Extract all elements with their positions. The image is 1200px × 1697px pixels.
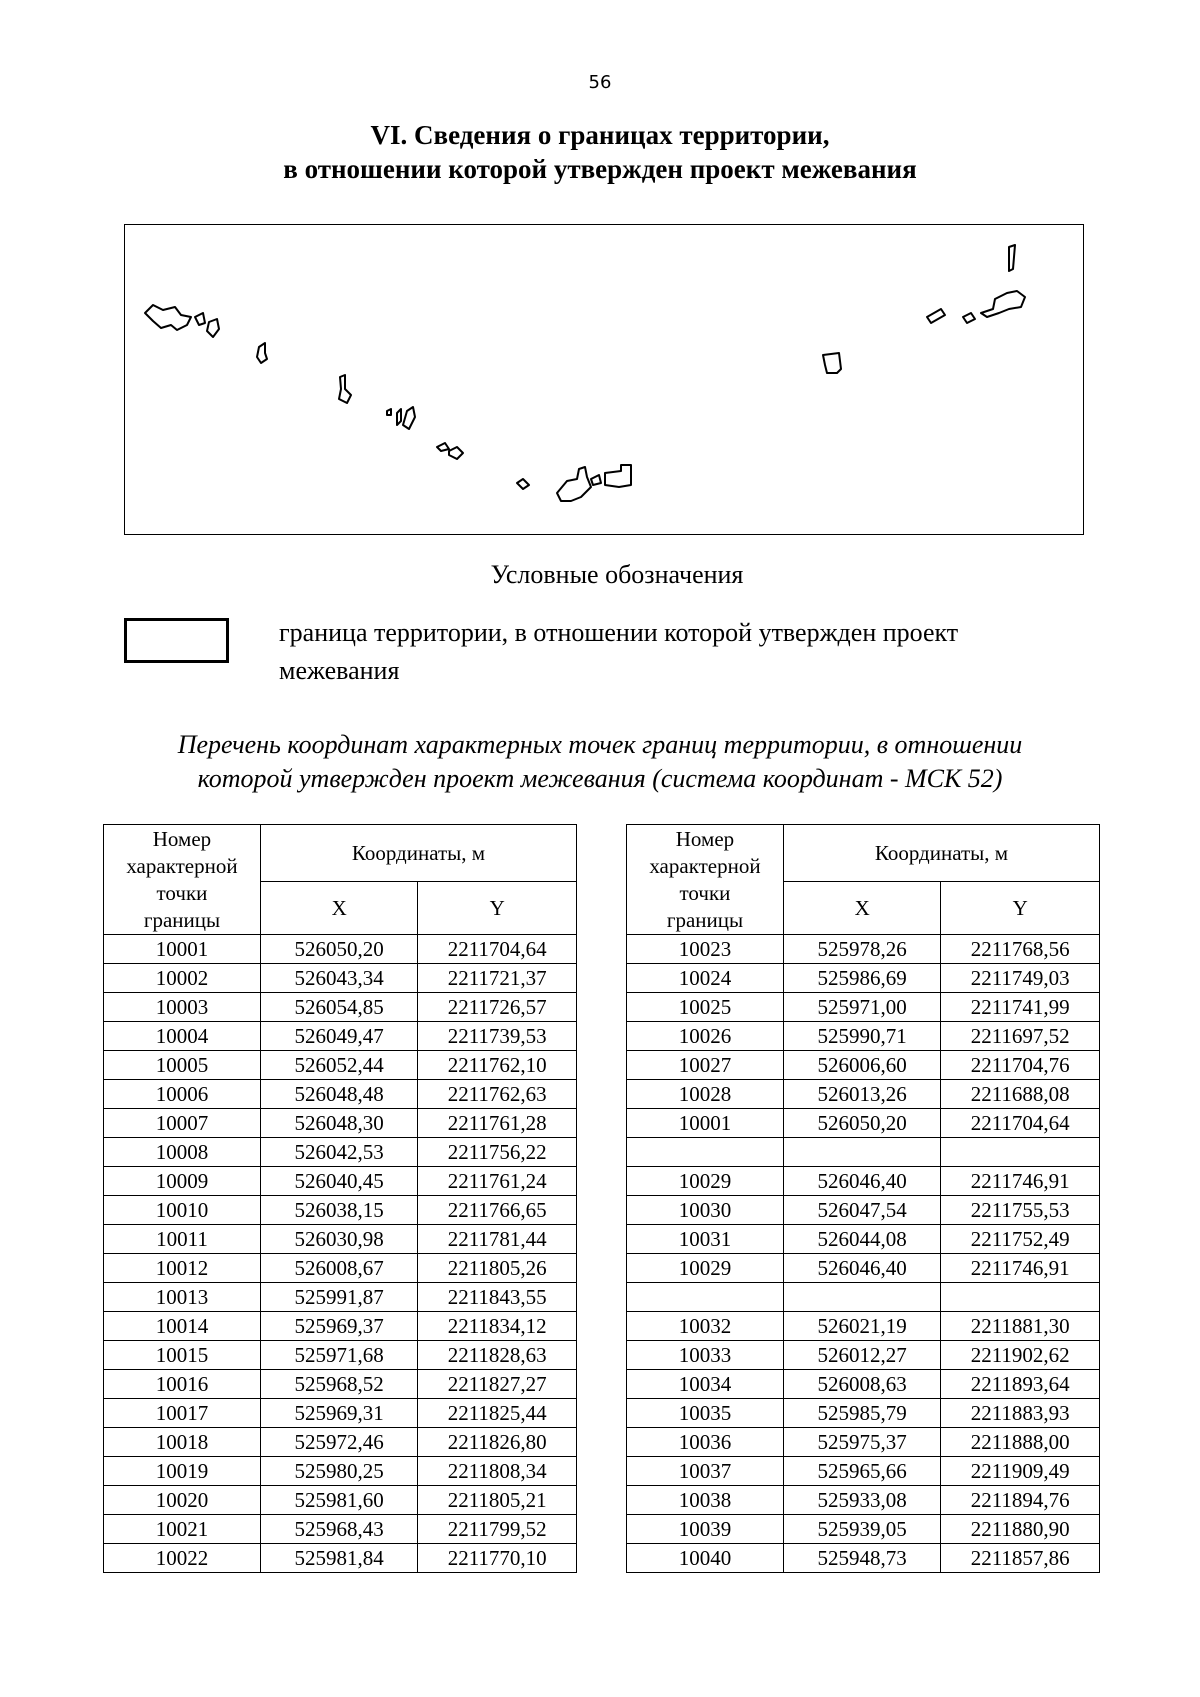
table-row <box>104 1225 577 1254</box>
point-number-cell: 10035 <box>627 1399 784 1428</box>
boundary-parcel <box>397 409 401 425</box>
boundary-parcel <box>1009 245 1015 271</box>
point-number-cell: 10018 <box>104 1428 261 1457</box>
table-row <box>627 1109 1100 1138</box>
x-cell: 525948,73 <box>783 1544 940 1573</box>
y-cell: 2211799,52 <box>418 1515 577 1544</box>
x-cell: 526040,45 <box>260 1167 417 1196</box>
coordinates-list-title-line-1: Перечень координат характерных точек границ территории, в отношении <box>177 730 1023 759</box>
table-row <box>627 1138 1100 1167</box>
point-number-cell: 10005 <box>104 1051 261 1080</box>
x-cell: 525939,05 <box>783 1515 940 1544</box>
point-number-cell <box>627 1138 784 1167</box>
table-row <box>104 1254 577 1283</box>
table-body-left <box>104 935 577 1573</box>
table-row <box>104 993 577 1022</box>
table-row <box>627 1341 1100 1370</box>
y-cell: 2211762,63 <box>418 1080 577 1109</box>
table-row <box>627 1312 1100 1341</box>
x-cell: 525968,43 <box>260 1515 417 1544</box>
x-cell: 526048,30 <box>260 1109 417 1138</box>
boundary-parcel <box>403 407 415 429</box>
x-cell: 526008,63 <box>783 1370 940 1399</box>
point-number-cell: 10038 <box>627 1486 784 1515</box>
y-cell: 2211883,93 <box>941 1399 1100 1428</box>
x-cell: 526006,60 <box>783 1051 940 1080</box>
y-cell: 2211721,37 <box>418 964 577 993</box>
point-number-cell: 10006 <box>104 1080 261 1109</box>
x-cell: 526038,15 <box>260 1196 417 1225</box>
x-cell: 526043,34 <box>260 964 417 993</box>
y-cell: 2211893,64 <box>941 1370 1100 1399</box>
table-row <box>627 1080 1100 1109</box>
x-cell: 525933,08 <box>783 1486 940 1515</box>
y-cell: 2211834,12 <box>418 1312 577 1341</box>
table-row <box>627 1254 1100 1283</box>
territory-map <box>124 224 1084 535</box>
table-row <box>104 1109 577 1138</box>
legend-description-line-2: межевания <box>279 656 400 685</box>
y-cell <box>941 1138 1100 1167</box>
point-number-cell: 10026 <box>627 1022 784 1051</box>
table-row <box>627 1283 1100 1312</box>
x-cell: 526008,67 <box>260 1254 417 1283</box>
table-row <box>627 1370 1100 1399</box>
table-row <box>104 935 577 964</box>
y-cell: 2211746,91 <box>941 1167 1100 1196</box>
point-number-cell: 10007 <box>104 1109 261 1138</box>
header-y: Y <box>418 882 577 935</box>
point-number-cell: 10028 <box>627 1080 784 1109</box>
point-number-cell: 10012 <box>104 1254 261 1283</box>
y-cell: 2211805,21 <box>418 1486 577 1515</box>
y-cell: 2211749,03 <box>941 964 1100 993</box>
territory-boundaries-drawing <box>125 225 1082 533</box>
point-number-cell: 10011 <box>104 1225 261 1254</box>
point-number-cell: 10029 <box>627 1254 784 1283</box>
boundary-parcel <box>257 343 267 363</box>
table-row <box>104 1312 577 1341</box>
point-number-cell: 10039 <box>627 1515 784 1544</box>
y-cell: 2211894,76 <box>941 1486 1100 1515</box>
boundary-parcel <box>557 467 591 501</box>
coordinates-list-title <box>0 728 1200 796</box>
x-cell: 526013,26 <box>783 1080 940 1109</box>
coordinates-table-right <box>626 824 1100 1573</box>
x-cell: 526049,47 <box>260 1022 417 1051</box>
y-cell: 2211881,30 <box>941 1312 1100 1341</box>
header-coordinates: Координаты, м <box>260 825 576 882</box>
x-cell: 526052,44 <box>260 1051 417 1080</box>
y-cell: 2211825,44 <box>418 1399 577 1428</box>
point-number-cell: 10004 <box>104 1022 261 1051</box>
y-cell: 2211808,34 <box>418 1457 577 1486</box>
boundary-parcel <box>605 465 631 487</box>
x-cell: 525972,46 <box>260 1428 417 1457</box>
x-cell: 526042,53 <box>260 1138 417 1167</box>
x-cell: 526044,08 <box>783 1225 940 1254</box>
x-cell: 525968,52 <box>260 1370 417 1399</box>
y-cell: 2211826,80 <box>418 1428 577 1457</box>
y-cell: 2211688,08 <box>941 1080 1100 1109</box>
header-x: X <box>260 882 417 935</box>
table-row <box>104 1341 577 1370</box>
page-number: 56 <box>588 72 612 93</box>
y-cell: 2211902,62 <box>941 1341 1100 1370</box>
header-coordinates: Координаты, м <box>783 825 1099 882</box>
table-row <box>627 1544 1100 1573</box>
y-cell: 2211880,90 <box>941 1515 1100 1544</box>
point-number-cell: 10023 <box>627 935 784 964</box>
table-row <box>627 1022 1100 1051</box>
table-row <box>104 1544 577 1573</box>
table-row <box>627 1167 1100 1196</box>
x-cell: 526050,20 <box>783 1109 940 1138</box>
y-cell: 2211888,00 <box>941 1428 1100 1457</box>
x-cell: 525971,68 <box>260 1341 417 1370</box>
point-number-cell: 10009 <box>104 1167 261 1196</box>
boundary-parcel <box>823 353 841 373</box>
y-cell: 2211755,53 <box>941 1196 1100 1225</box>
point-number-cell: 10020 <box>104 1486 261 1515</box>
section-title-line-1: VI. Сведения о границах территории, <box>370 120 830 150</box>
point-number-cell: 10008 <box>104 1138 261 1167</box>
point-number-cell: 10003 <box>104 993 261 1022</box>
table-row <box>627 1428 1100 1457</box>
y-cell: 2211704,64 <box>418 935 577 964</box>
point-number-cell: 10033 <box>627 1341 784 1370</box>
point-number-cell: 10010 <box>104 1196 261 1225</box>
table-row <box>104 1022 577 1051</box>
point-number-cell: 10021 <box>104 1515 261 1544</box>
boundary-parcel <box>339 375 351 403</box>
boundary-parcel <box>387 409 391 415</box>
boundary-parcel <box>437 443 449 451</box>
table-row <box>627 1457 1100 1486</box>
point-number-cell: 10040 <box>627 1544 784 1573</box>
x-cell <box>783 1138 940 1167</box>
y-cell: 2211828,63 <box>418 1341 577 1370</box>
x-cell: 525990,71 <box>783 1022 940 1051</box>
point-number-cell: 10001 <box>104 935 261 964</box>
y-cell: 2211726,57 <box>418 993 577 1022</box>
y-cell: 2211805,26 <box>418 1254 577 1283</box>
x-cell: 526054,85 <box>260 993 417 1022</box>
y-cell: 2211752,49 <box>941 1225 1100 1254</box>
x-cell: 525965,66 <box>783 1457 940 1486</box>
point-number-cell <box>627 1283 784 1312</box>
point-number-cell: 10014 <box>104 1312 261 1341</box>
x-cell: 525981,60 <box>260 1486 417 1515</box>
table-row <box>104 1080 577 1109</box>
x-cell: 525971,00 <box>783 993 940 1022</box>
point-number-cell: 10027 <box>627 1051 784 1080</box>
table-row <box>104 964 577 993</box>
y-cell: 2211741,99 <box>941 993 1100 1022</box>
legend-boundary-swatch <box>124 618 229 663</box>
point-number-cell: 10017 <box>104 1399 261 1428</box>
legend-description <box>279 614 1079 690</box>
x-cell: 526030,98 <box>260 1225 417 1254</box>
table-row <box>627 1225 1100 1254</box>
table-row <box>627 1196 1100 1225</box>
y-cell: 2211827,27 <box>418 1370 577 1399</box>
x-cell: 525969,31 <box>260 1399 417 1428</box>
table-row <box>104 1428 577 1457</box>
table-row <box>104 1486 577 1515</box>
table-row <box>104 1196 577 1225</box>
point-number-cell: 10034 <box>627 1370 784 1399</box>
point-number-cell: 10001 <box>627 1109 784 1138</box>
table-row <box>627 1399 1100 1428</box>
legend-title: Условные обозначения <box>490 560 744 589</box>
y-cell: 2211781,44 <box>418 1225 577 1254</box>
point-number-cell: 10002 <box>104 964 261 993</box>
table-row <box>104 1457 577 1486</box>
boundary-parcel <box>145 305 191 330</box>
header-y: Y <box>941 882 1100 935</box>
y-cell: 2211857,86 <box>941 1544 1100 1573</box>
table-row <box>104 1167 577 1196</box>
table-row <box>104 1399 577 1428</box>
point-number-cell: 10030 <box>627 1196 784 1225</box>
y-cell: 2211697,52 <box>941 1022 1100 1051</box>
header-x: X <box>783 882 940 935</box>
table-row <box>627 1486 1100 1515</box>
x-cell: 526050,20 <box>260 935 417 964</box>
y-cell: 2211762,10 <box>418 1051 577 1080</box>
y-cell: 2211843,55 <box>418 1283 577 1312</box>
boundary-parcel <box>591 475 601 485</box>
x-cell: 526021,19 <box>783 1312 940 1341</box>
table-row <box>104 1051 577 1080</box>
x-cell: 525985,79 <box>783 1399 940 1428</box>
table-row <box>104 1515 577 1544</box>
boundary-parcel <box>981 291 1025 317</box>
x-cell: 526046,40 <box>783 1254 940 1283</box>
point-number-cell: 10031 <box>627 1225 784 1254</box>
y-cell: 2211909,49 <box>941 1457 1100 1486</box>
legend-description-line-1: граница территории, в отношении которой утвержден проект <box>279 618 959 647</box>
y-cell: 2211766,65 <box>418 1196 577 1225</box>
x-cell: 525980,25 <box>260 1457 417 1486</box>
x-cell: 526046,40 <box>783 1167 940 1196</box>
x-cell: 525975,37 <box>783 1428 940 1457</box>
table-row <box>627 964 1100 993</box>
table-row <box>627 935 1100 964</box>
table-row <box>627 1051 1100 1080</box>
section-title <box>0 118 1200 186</box>
header-point-number: Номер характерной точки границы <box>627 825 784 935</box>
point-number-cell: 10032 <box>627 1312 784 1341</box>
boundary-parcel <box>449 447 463 459</box>
point-number-cell: 10016 <box>104 1370 261 1399</box>
boundary-parcel <box>195 313 205 325</box>
x-cell: 525978,26 <box>783 935 940 964</box>
y-cell: 2211739,53 <box>418 1022 577 1051</box>
x-cell <box>783 1283 940 1312</box>
y-cell: 2211756,22 <box>418 1138 577 1167</box>
y-cell: 2211761,24 <box>418 1167 577 1196</box>
x-cell: 526047,54 <box>783 1196 940 1225</box>
point-number-cell: 10013 <box>104 1283 261 1312</box>
boundary-parcel <box>517 479 529 489</box>
point-number-cell: 10024 <box>627 964 784 993</box>
y-cell: 2211746,91 <box>941 1254 1100 1283</box>
x-cell: 525981,84 <box>260 1544 417 1573</box>
y-cell: 2211770,10 <box>418 1544 577 1573</box>
table-row <box>627 993 1100 1022</box>
table-row <box>104 1283 577 1312</box>
table-row <box>104 1138 577 1167</box>
coordinates-table-left <box>103 824 577 1573</box>
table-row <box>627 1515 1100 1544</box>
x-cell: 525986,69 <box>783 964 940 993</box>
boundary-parcel <box>207 319 219 337</box>
point-number-cell: 10022 <box>104 1544 261 1573</box>
y-cell: 2211761,28 <box>418 1109 577 1138</box>
point-number-cell: 10037 <box>627 1457 784 1486</box>
boundary-parcel <box>927 309 945 323</box>
x-cell: 525969,37 <box>260 1312 417 1341</box>
y-cell: 2211704,64 <box>941 1109 1100 1138</box>
coordinates-list-title-line-2: которой утвержден проект межевания (система координат - МСК 52) <box>197 764 1003 793</box>
boundary-parcel <box>963 313 975 323</box>
point-number-cell: 10015 <box>104 1341 261 1370</box>
y-cell <box>941 1283 1100 1312</box>
y-cell: 2211768,56 <box>941 935 1100 964</box>
table-row <box>104 1370 577 1399</box>
point-number-cell: 10036 <box>627 1428 784 1457</box>
point-number-cell: 10029 <box>627 1167 784 1196</box>
x-cell: 525991,87 <box>260 1283 417 1312</box>
point-number-cell: 10025 <box>627 993 784 1022</box>
x-cell: 526048,48 <box>260 1080 417 1109</box>
header-point-number: Номер характерной точки границы <box>104 825 261 935</box>
point-number-cell: 10019 <box>104 1457 261 1486</box>
x-cell: 526012,27 <box>783 1341 940 1370</box>
section-title-line-2: в отношении которой утвержден проект межевания <box>283 154 917 184</box>
table-body-right <box>627 935 1100 1573</box>
y-cell: 2211704,76 <box>941 1051 1100 1080</box>
